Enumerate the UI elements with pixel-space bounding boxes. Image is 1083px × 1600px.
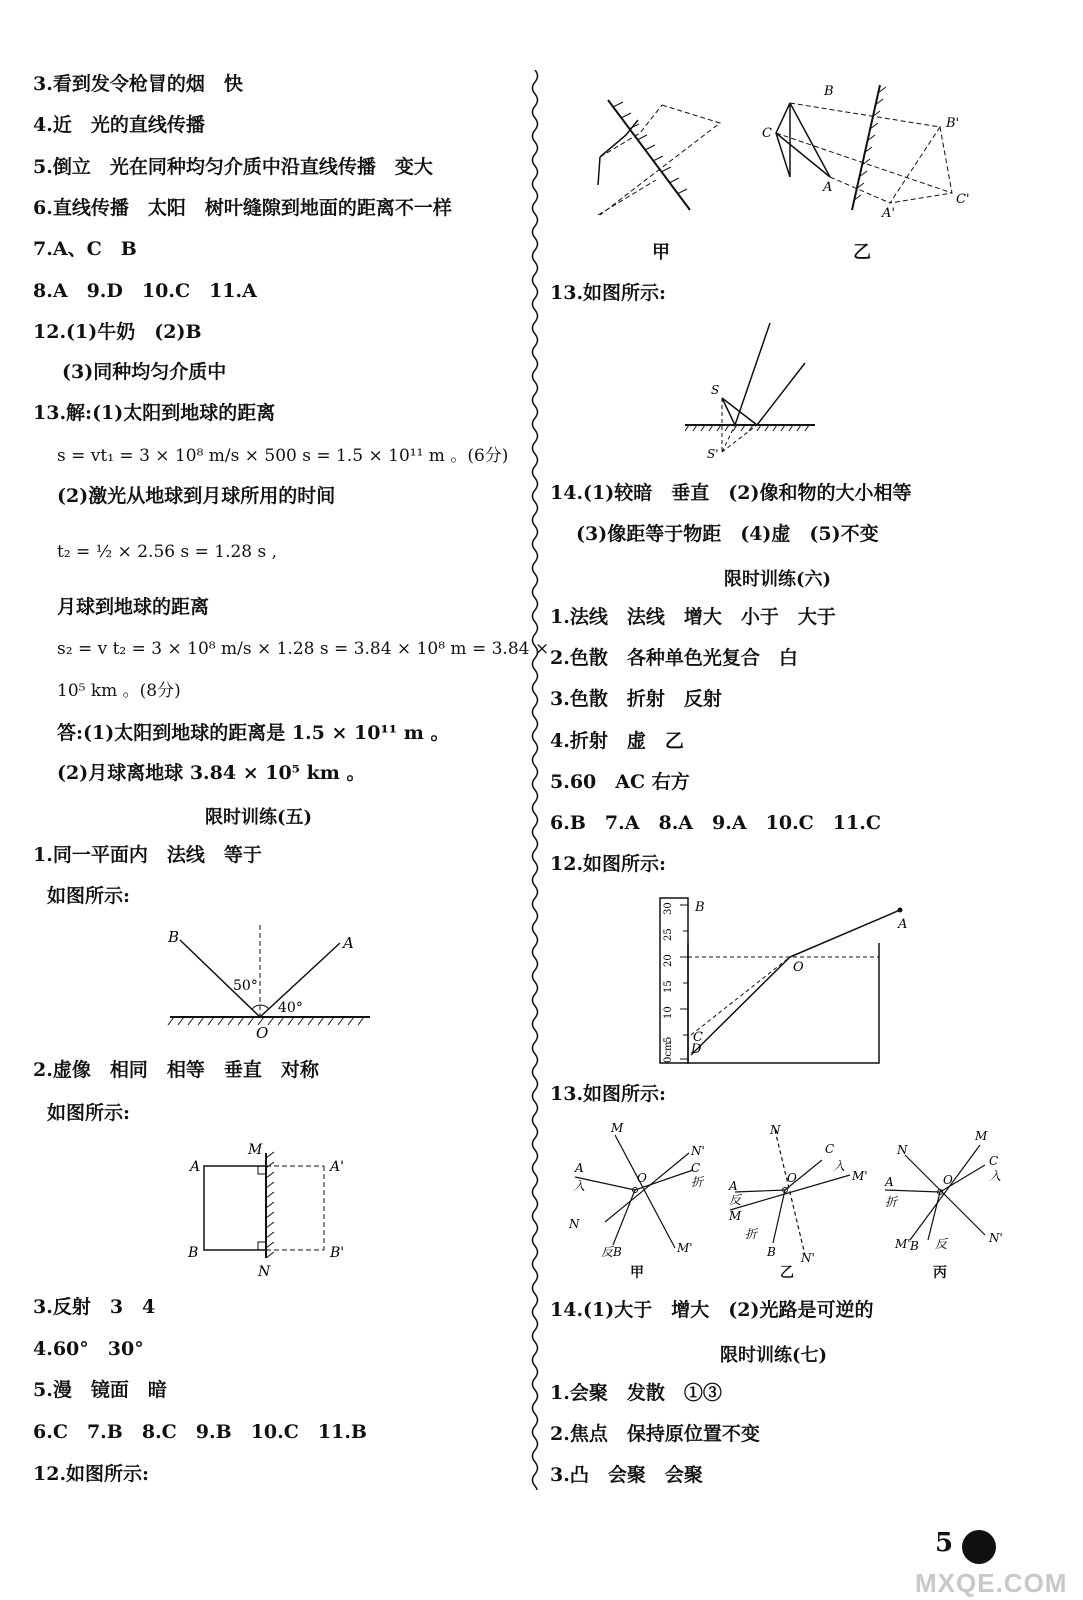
svg-text:反: 反 [935, 1237, 948, 1251]
svg-text:N: N [770, 1123, 781, 1137]
refraction-three-figures [565, 1120, 1065, 1280]
svg-text:M: M [248, 1142, 263, 1158]
svg-text:B': B' [330, 1245, 345, 1261]
svg-text:S': S' [707, 447, 719, 461]
svg-text:M: M [729, 1209, 742, 1223]
svg-text:B: B [910, 1239, 919, 1253]
svg-text:N': N' [801, 1251, 815, 1265]
svg-text:N: N [897, 1143, 908, 1157]
s5-fig-label-1: 如图所示: [47, 885, 131, 907]
equation-1: s = vt₁ = 3 × 10⁸ m/s × 500 s = 1.5 × 10¹¹ m 。(6分) [57, 446, 509, 466]
svg-text:A: A [823, 180, 833, 195]
s6-answer-5: 5.60 AC 右方 [550, 771, 690, 793]
caption-jia: 甲 [652, 242, 670, 263]
svg-text:A: A [190, 1159, 201, 1175]
s5-answer-5: 5.漫 镜面 暗 [33, 1379, 167, 1401]
svg-text:A': A' [882, 206, 895, 221]
r-answer-13: 13.如图所示: [550, 282, 667, 304]
watermark: MXQE.COM [915, 1568, 1068, 1598]
answer-conclusion-2: (2)月球离地球 3.84 × 10⁵ km 。 [57, 762, 366, 784]
svg-text:N': N' [989, 1231, 1003, 1245]
answer-12a: 12.(1)牛奶 (2)B [33, 321, 202, 343]
svg-text:A': A' [330, 1159, 344, 1175]
answer-4: 4.近 光的直线传播 [33, 114, 205, 136]
svg-text:入: 入 [573, 1179, 586, 1193]
svg-text:反: 反 [729, 1193, 742, 1207]
section-title-7: 限时训练(七) [720, 1345, 828, 1366]
mirror-figures-jia-yi [580, 75, 1000, 225]
s6-answer-12: 12.如图所示: [550, 853, 667, 875]
svg-text:A: A [729, 1179, 738, 1193]
s6-answer-1: 1.法线 法线 增大 小于 大于 [550, 606, 836, 628]
r-answer-14a: 14.(1)较暗 垂直 (2)像和物的大小相等 [550, 482, 912, 504]
answer-5: 5.倒立 光在同种均匀介质中沿直线传播 变大 [33, 156, 433, 178]
s5-answer-12: 12.如图所示: [33, 1463, 150, 1485]
svg-text:S: S [711, 383, 720, 397]
s6-answer-14: 14.(1)大于 增大 (2)光路是可逆的 [550, 1299, 874, 1321]
svg-text:O: O [637, 1171, 647, 1185]
svg-text:15: 15 [663, 980, 674, 993]
s7-answer-3: 3.凸 会聚 会聚 [550, 1464, 703, 1486]
equation-2: t₂ = ½ × 2.56 s = 1.28 s , [57, 542, 278, 562]
svg-text:入: 入 [833, 1159, 846, 1173]
answer-conclusion-1: 答:(1)太阳到地球的距离是 1.5 × 10¹¹ m 。 [57, 722, 450, 744]
refraction-ruler-figure [655, 893, 915, 1068]
svg-text:O: O [943, 1173, 953, 1187]
watermark-dot [962, 1530, 996, 1564]
equation-3: s₂ = v t₂ = 3 × 10⁸ m/s × 1.28 s = 3.84 × 10⁸ m = 3.84 × [57, 639, 550, 659]
answer-13c: 月球到地球的距离 [57, 596, 210, 618]
svg-text:折: 折 [885, 1195, 898, 1209]
answer-12b: (3)同种均匀介质中 [62, 361, 227, 383]
svg-text:O: O [793, 960, 804, 975]
reflection-figure [160, 920, 380, 1045]
svg-text:0cm: 0cm [663, 1041, 674, 1063]
answer-13: 13.解:(1)太阳到地球的距离 [33, 402, 276, 424]
svg-text:B: B [695, 900, 705, 915]
caption-3c: 丙 [933, 1265, 947, 1281]
svg-text:10: 10 [663, 1006, 674, 1019]
answer-3: 3.看到发令枪冒的烟 快 [33, 73, 243, 95]
svg-text:B: B [168, 928, 180, 946]
svg-text:A: A [575, 1161, 584, 1175]
s6-answer-13: 13.如图所示: [550, 1083, 667, 1105]
s5-answer-6-11: 6.C 7.B 8.C 9.B 10.C 11.B [33, 1421, 367, 1443]
s6-answer-3: 3.色散 折射 反射 [550, 688, 722, 710]
svg-text:B': B' [946, 116, 960, 131]
s5-answer-3: 3.反射 3 4 [33, 1296, 156, 1318]
plane-mirror-figure [180, 1138, 360, 1283]
svg-text:C': C' [956, 192, 970, 207]
s7-answer-1: 1.会聚 发散 ①③ [550, 1382, 722, 1404]
svg-text:A: A [898, 917, 908, 932]
answer-8-11: 8.A 9.D 10.C 11.A [33, 280, 257, 302]
svg-text:O: O [256, 1024, 269, 1042]
page-number: 5 [935, 1528, 954, 1558]
svg-text:B: B [767, 1245, 776, 1259]
equation-3b: 10⁵ km 。(8分) [57, 681, 181, 701]
svg-text:折: 折 [745, 1227, 758, 1241]
answer-6: 6.直线传播 太阳 树叶缝隙到地面的距离不一样 [33, 197, 452, 219]
answer-13b: (2)激光从地球到月球所用的时间 [57, 485, 336, 507]
svg-text:30: 30 [663, 902, 674, 915]
s7-answer-2: 2.焦点 保持原位置不变 [550, 1423, 760, 1445]
svg-text:D: D [691, 1042, 702, 1057]
s5-answer-2: 2.虚像 相同 相等 垂直 对称 [33, 1059, 319, 1081]
svg-text:A: A [885, 1175, 894, 1189]
svg-text:M': M' [852, 1169, 868, 1183]
svg-text:折: 折 [691, 1175, 704, 1189]
section-title-5: 限时训练(五) [205, 807, 313, 828]
svg-text:N': N' [691, 1144, 705, 1158]
svg-text:N: N [569, 1217, 580, 1231]
svg-text:M': M' [677, 1241, 693, 1255]
svg-text:O: O [787, 1171, 797, 1185]
column-divider [528, 70, 542, 1490]
s5-answer-1: 1.同一平面内 法线 等于 [33, 844, 262, 866]
s6-answer-4: 4.折射 虚 乙 [550, 730, 684, 752]
r-answer-14b: (3)像距等于物距 (4)虚 (5)不变 [576, 523, 879, 545]
svg-text:M: M [975, 1129, 988, 1143]
svg-text:M': M' [895, 1237, 911, 1251]
point-source-figure [685, 318, 825, 463]
s5-fig-label-2: 如图所示: [47, 1102, 131, 1124]
s6-answer-2: 2.色散 各种单色光复合 白 [550, 647, 798, 669]
answer-7: 7.A、C B [33, 238, 137, 260]
svg-text:N: N [258, 1264, 271, 1280]
svg-text:25: 25 [663, 928, 674, 941]
svg-text:C: C [762, 126, 772, 141]
svg-text:A: A [343, 934, 354, 952]
svg-text:C: C [691, 1161, 701, 1175]
svg-text:B: B [188, 1245, 199, 1261]
svg-text:5: 5 [663, 1036, 674, 1043]
svg-text:入: 入 [989, 1169, 1002, 1183]
svg-text:40°: 40° [278, 1000, 303, 1016]
svg-text:50°: 50° [233, 978, 258, 994]
s5-answer-4: 4.60° 30° [33, 1338, 144, 1360]
svg-text:C: C [825, 1142, 835, 1156]
caption-3b: 乙 [780, 1265, 794, 1281]
svg-text:反B: 反B [601, 1245, 622, 1259]
caption-3a: 甲 [630, 1265, 644, 1281]
caption-yi: 乙 [853, 242, 871, 263]
svg-text:M: M [611, 1121, 624, 1135]
svg-text:B: B [824, 84, 834, 99]
s6-answer-6-11: 6.B 7.A 8.A 9.A 10.C 11.C [550, 812, 881, 834]
svg-text:C: C [693, 1030, 703, 1045]
svg-text:20: 20 [663, 954, 674, 967]
section-title-6: 限时训练(六) [724, 569, 832, 590]
svg-text:C: C [989, 1154, 999, 1168]
